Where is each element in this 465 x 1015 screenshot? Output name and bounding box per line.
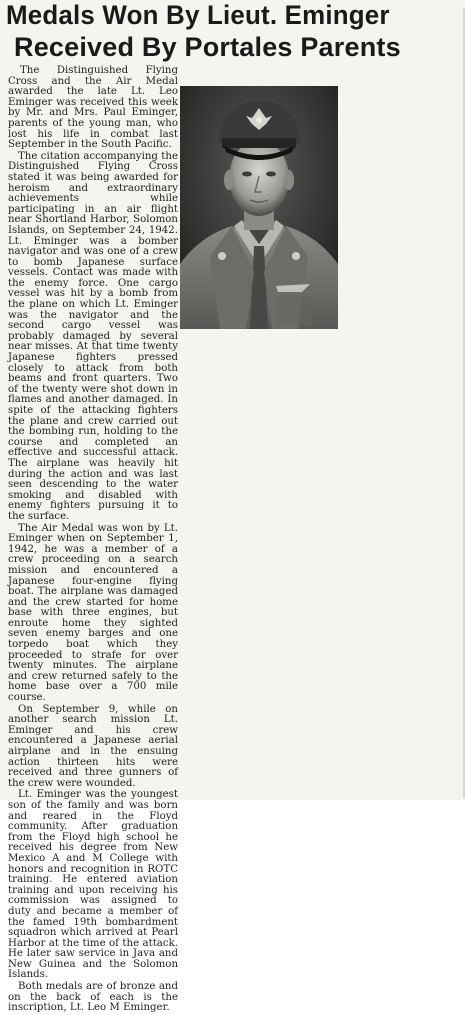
article-paragraph-3: The Air Medal was won by Lt. Eminger when on September 1, 1942, he was a member of a crew proceeding on a search mission and encountered a Japanese four-engine flying boat. The airplane was damaged and the crew started for home base with three engines, but enroute home they sighted seven enemy barges and one torpedo boat which they proceeded to strafe for over twenty minutes. The airplane and crew returned safely to the home base over a 700 mile course. bbox=[8, 522, 178, 704]
article-paragraph-1: The Distinguished Flying Cross and the Air Medal awarded the late Lt. Leo Eminger was received this week by Mr. and Mrs. Paul Eminger, parents of the young man, who lost his life in combat last September in the South Pacific. bbox=[8, 65, 178, 151]
portrait-photo-image bbox=[180, 86, 338, 329]
article-paragraph-2: The citation accompanying the Distinguished Flying Cross stated it was being awarded for heroism and extraordinary achievements while participating in an air flight near Shortland Harbor, Solomon Islands, on September 24, 1942. Lt. Eminger was a bomber navigator and was one of a crew to bomb Japanese surface vessels. Contact was made with the enemy force. One cargo vessel was hit by a bomb from the plane on which Lt. Eminger was the navigator and the second cargo vessel was probably damaged by several near misses. At that time twenty Japanese fighters pressed closely to attack from both beams and front quarters. Two of the twenty were shot down in flames and another damaged. In spite of the attacking fighters the plane and crew carried out the bombing run, holding to the course and completed an effective and successful attack. The airplane was heavily hit during the action and was last seen descending to the water smoking and disabled with enemy fighters pursuing it to the surface. bbox=[8, 150, 178, 522]
headline-line-2: Received By Portales Parents bbox=[14, 32, 401, 62]
article-paragraph-4: On September 9, while on another search mission Lt. Eminger and his crew encountered a Japanese aerial airplane and in the ensuing action thirteen hits were received and three gunners of the crew were wounded. bbox=[8, 703, 178, 789]
portrait-photo bbox=[180, 86, 338, 329]
headline-line-1: Medals Won By Lieut. Eminger bbox=[6, 0, 390, 30]
article-paragraph-6: Both medals are of bronze and on the back of each is the inscription, Lt. Leo M Eminger. bbox=[8, 981, 178, 1014]
headline bbox=[6, 0, 462, 64]
article-body bbox=[8, 66, 178, 1015]
article-paragraph-5: Lt. Eminger was the youngest son of the family and was born and reared in the Floyd community. After graduation from the Floyd high school he received his degree from New Mexico A and M College with honors and recognition in ROTC training. He entered aviation training and upon receiving his commission was assigned to duty and became a member of the famed 19th bombardment squadron which arrived at Pearl Harbor at the time of the attack. He later saw service in Java and New Guinea and the Solomon Islands. bbox=[8, 789, 178, 981]
